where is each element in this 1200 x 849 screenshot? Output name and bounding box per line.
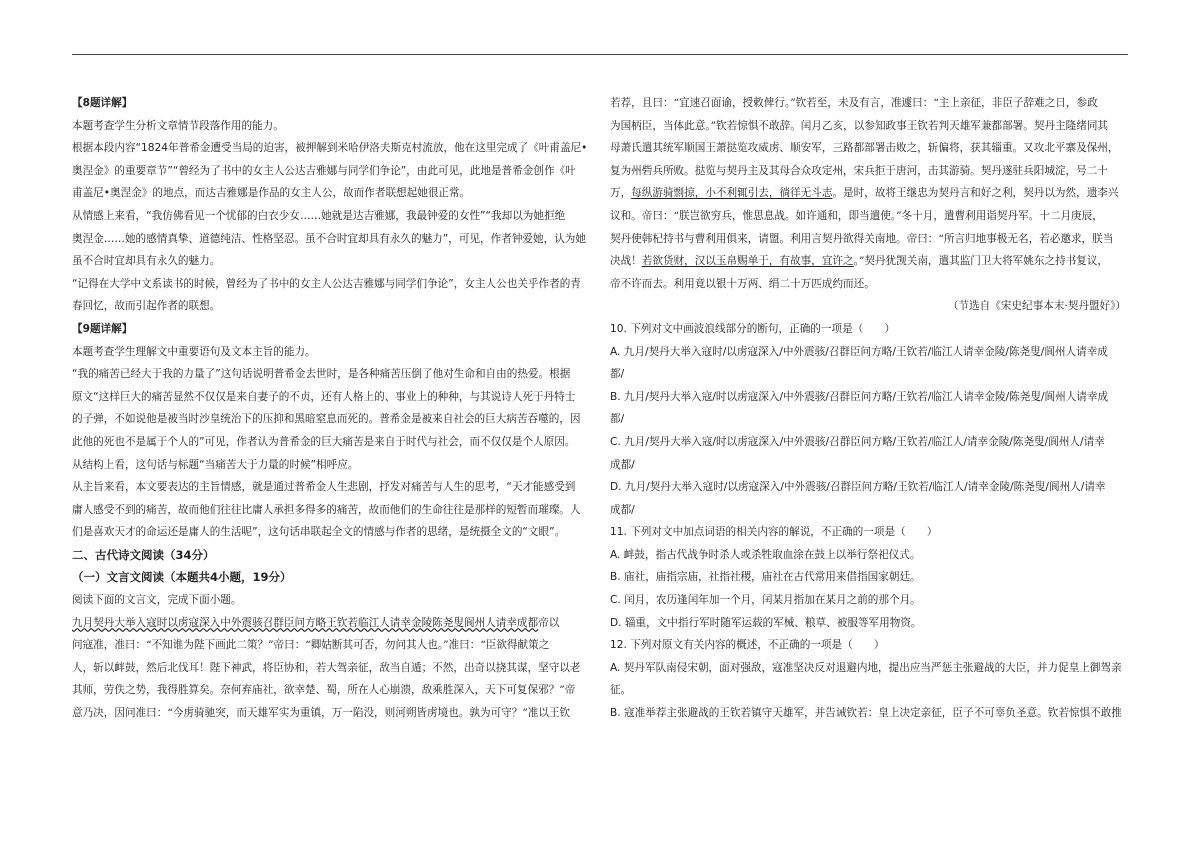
classical-text-line: 为国柄臣，当体此意。”钦若惊惧不敢辞。闰月乙亥，以参知政事王钦若判天雄军兼都部署。契丹主隆绪同其 bbox=[610, 119, 1109, 132]
q9-line: 本题考查学生理解文中重要语句及文本主旨的能力。 bbox=[72, 345, 316, 358]
q8-line: 本题考查学生分析文章情节段落作用的能力。 bbox=[72, 119, 284, 132]
q9-line: “我的痛苦已经大于我的力量了”这句话说明普希金去世时，是各种痛苦压倒了他对生命和自由的热爱。根据 bbox=[72, 368, 571, 381]
question-11: 11. 下列对文中加点词语的相关内容的解说，不正确的一项是（ ） bbox=[610, 526, 938, 539]
q9-heading: 【9题详解】 bbox=[72, 322, 133, 335]
option-10d-cont: 成都/ bbox=[610, 503, 635, 516]
q9-line: 庸人感受不到的痛苦，故而他们往往比庸人承担多得多的痛苦，故而他们的生命往往是那样的短暂而璀璨。人 bbox=[72, 503, 581, 516]
text-fragment: 。是时，故将王继忠为契丹言和好之利，契丹以为然，遗李兴 bbox=[832, 187, 1119, 200]
option-10a: A. 九月/契丹大举入寇时/以虏寇深入/中外震骇/召群臣问方略/王钦若/临江人请幸金陵/陈尧叟/阆州人请幸成 bbox=[610, 345, 1108, 358]
option-10b-cont: 都/ bbox=[610, 413, 625, 426]
classical-text-line: 复为州砦兵所败。挞览与契丹主及其母合众攻定州，宋兵拒于唐河，击其游骑。契丹遂驻兵阳城淀，号二十 bbox=[610, 164, 1108, 177]
option-11c: C. 闰月，农历逢闰年加一个月，闰某月指加在某月之前的那个月。 bbox=[610, 594, 921, 607]
text-fragment: 帝以 bbox=[538, 616, 560, 629]
q8-heading: 【8题详解】 bbox=[72, 97, 133, 109]
q9-line: 原文“这样巨大的痛苦显然不仅仅是来自妻子的不贞，还有人格上的、事业上的种种，与其说诗人死于丹特士 bbox=[72, 390, 576, 403]
text-fragment: 万， bbox=[610, 187, 632, 200]
q9-line: 从结构上看，这句话与标题“当痛苦大于力量的时候”相呼应。 bbox=[72, 458, 359, 471]
left-column bbox=[72, 92, 588, 725]
source-citation: （节选自《宋史纪事本末·契丹盟好》） bbox=[947, 300, 1126, 313]
right-column bbox=[610, 92, 1126, 725]
question-12: 12. 下列对原文有关内容的概述，不正确的一项是（ ） bbox=[610, 639, 885, 652]
q9-line: 们是喜欢天才的命运还是庸人的生活呢”，这句话串联起全文的情感与作者的思绪，是统摄全文的“文眼”。 bbox=[72, 526, 566, 539]
option-12b: B. 寇准举荐主张避战的王钦若镇守天雄军，并告诫钦若：皇上决定亲征，臣子不可辜负圣意。钦若惊惧不敢推 bbox=[610, 707, 1122, 720]
section-heading: 二、古代诗文阅读（34分） bbox=[72, 547, 215, 562]
underlined-sentence: 若欲货财，汉以玉帛赐单于，有故事，宜许之 bbox=[641, 255, 854, 268]
q9-line: 从主旨来看，本文要表达的主旨情感，就是通过普希金人生悲剧，抒发对痛苦与人生的思考，“天才能感受到 bbox=[72, 481, 576, 494]
q8-line: 根据本段内容“1824年普希金遭受当局的迫害，被押解到米哈伊洛夫斯克村流放，他在这里完成了《叶甫盖尼• bbox=[72, 142, 588, 155]
text-fragment: 决战！ bbox=[610, 255, 642, 268]
q8-line: “记得在大学中文系读书的时候，曾经为了书中的女主人公达吉雅娜与同学们争论”，女主人公也关乎作者的青 bbox=[72, 277, 581, 290]
reading-instruction: 阅读下面的文言文，完成下面小题。 bbox=[72, 594, 242, 607]
classical-text-line bbox=[610, 182, 1126, 205]
classical-text-line: 母萧氏遣其统军顺国王萧挞览攻威虏、顺安军，三路都部署击败之，斩偏将，获其辎重。又攻北平寨及保州， bbox=[610, 142, 1119, 155]
classical-text-line: 人，斩以衅鼓，然后北伐耳！陛下神武，将臣协和，若大驾亲征，敌当自遁；不然，出奇以挠其谋，坚守以老 bbox=[72, 661, 581, 674]
option-11b: B. 庙社，庙指宗庙，社指社稷，庙社在古代常用来借指国家朝廷。 bbox=[610, 571, 921, 584]
subsection-heading: （一）文言文阅读（本题共4小题，19分） bbox=[72, 570, 292, 585]
underlined-sentence: 每纵游骑剽掠，小不利辄引去，徜徉无斗志 bbox=[631, 187, 833, 200]
classical-text-line bbox=[610, 250, 1126, 273]
option-10a-cont: 都/ bbox=[610, 368, 625, 381]
q8-line: 奥涅金》的重要章节”“曾经为了书中的女主人公达吉雅娜与同学们争论”，由此可见，此地是普希金创作《叶 bbox=[72, 164, 576, 177]
q8-line: 甫盖尼•奥涅金》的地点，而达吉雅娜是作品的女主人公，故而作者联想起她很正常。 bbox=[72, 187, 471, 200]
q8-line: 虽不合时宜却具有永久的魅力。 bbox=[72, 255, 221, 268]
classical-text-line: 意乃决，因问准曰：“今虏骑驰突，而天雄军实为重镇，万一陷没，则河朔皆虏境也。孰为可守？”准以王钦 bbox=[72, 707, 571, 720]
q8-line: 春回忆，故而引起作者的联想。 bbox=[72, 300, 221, 313]
option-10b: B. 九月/契丹大举入寇/时以虏寇深入/中外震骇/召群臣问方略/王钦若/临江人请幸金陵/陈尧叟/阆州人请幸成 bbox=[610, 390, 1109, 403]
option-12a: A. 契丹军队南侵宋朝，面对强敌，寇准坚决反对退避内地，提出应当严惩主张避战的大臣，并力促皇上御驾亲 bbox=[610, 661, 1122, 674]
q8-line: 奥涅金……她的感情真挚、道德纯洁、性格坚忍。虽不合时宜却具有永久的魅力”，可见，作者钟爱她，认为她 bbox=[72, 232, 586, 245]
classical-text-line: 契丹使韩杞持书与曹利用俱来，请盟。利用言契丹欲得关南地。帝曰：“所言归地事极无名，若必邀求，朕当 bbox=[610, 232, 1114, 245]
text-fragment: 。”契丹犹觊关南，遣其监门卫大将军姚东之持书复议， bbox=[853, 255, 1109, 268]
classical-text-line: 问寇准，准曰：“不知谁为陛下画此二策？”帝曰：“卿姑断其可否，勿问其人也。”准曰：“臣欲得献策之 bbox=[72, 639, 550, 652]
classical-text-line: 议和。帝曰：“朕岂欲穷兵，惟思息战。如许通和，即当遣使。”冬十月，遣曹利用诣契丹军。十二月庚辰， bbox=[610, 209, 1103, 222]
wavy-underlined-passage: 九月契丹大举入寇时以虏寇深入中外震骇召群臣问方略王钦若临江人请幸金陵陈尧叟阆州人请幸成都 bbox=[72, 616, 539, 629]
q8-line: 从情感上来看，“我仿佛看见一个忧郁的白衣少女……她就是达吉雅娜，我最钟爱的女性”“我却以为她拒绝 bbox=[72, 209, 566, 222]
classical-text-line: 帝不许而去。利用竟以银十万两、绢二十万匹成约而还。 bbox=[610, 277, 875, 290]
question-10: 10. 下列对文中画波浪线部分的断句，正确的一项是（ ） bbox=[610, 322, 896, 335]
header-rule bbox=[72, 54, 1128, 55]
q9-line: 的子弹，不如说他是被当时沙皇统治下的压抑和黑暗窒息而死的。普希金是被来自社会的巨大病苦吞噬的，因 bbox=[72, 413, 581, 426]
classical-text-line: 其师，劳佚之势，我得胜算矣。奈何弃庙社，欲幸楚、蜀，所在人心崩溃，敌乘胜深入，天下可复保邪？”帝 bbox=[72, 684, 576, 697]
option-11a: A. 衅鼓，指古代战争时杀人或杀牲取血涂在鼓上以举行祭祀仪式。 bbox=[610, 548, 921, 561]
classical-text-line: 若荐，且曰：“宜速召面谕，授敕俾行。”钦若至，未及有言，准遽曰：“主上亲征，非臣子辞难之日，参政 bbox=[610, 97, 1098, 109]
classical-text-line bbox=[72, 612, 588, 635]
option-10c-cont: 成都/ bbox=[610, 458, 635, 471]
option-10c: C. 九月/契丹大举入寇/时以虏寇深入/中外震骇/召群臣问方略/王钦若/临江人/请幸金陵/陈尧叟/阆州人/请幸 bbox=[610, 435, 1105, 448]
option-12a-cont: 征。 bbox=[610, 684, 632, 697]
option-10d: D. 九月/契丹大举入寇时/以虏寇深入/中外震骇/召群臣问方略/王钦若/临江人/请幸金陵/陈尧叟/阆州人/请幸 bbox=[610, 481, 1106, 494]
option-11d: D. 辎重，文中指行军时随军运载的军械、粮草、被服等军用物资。 bbox=[610, 616, 922, 629]
q9-line: 此他的死也不是属于个人的”可见，作者认为普希金的巨大痛苦是来自于时代与社会，而不仅仅是个人原因。 bbox=[72, 435, 576, 448]
